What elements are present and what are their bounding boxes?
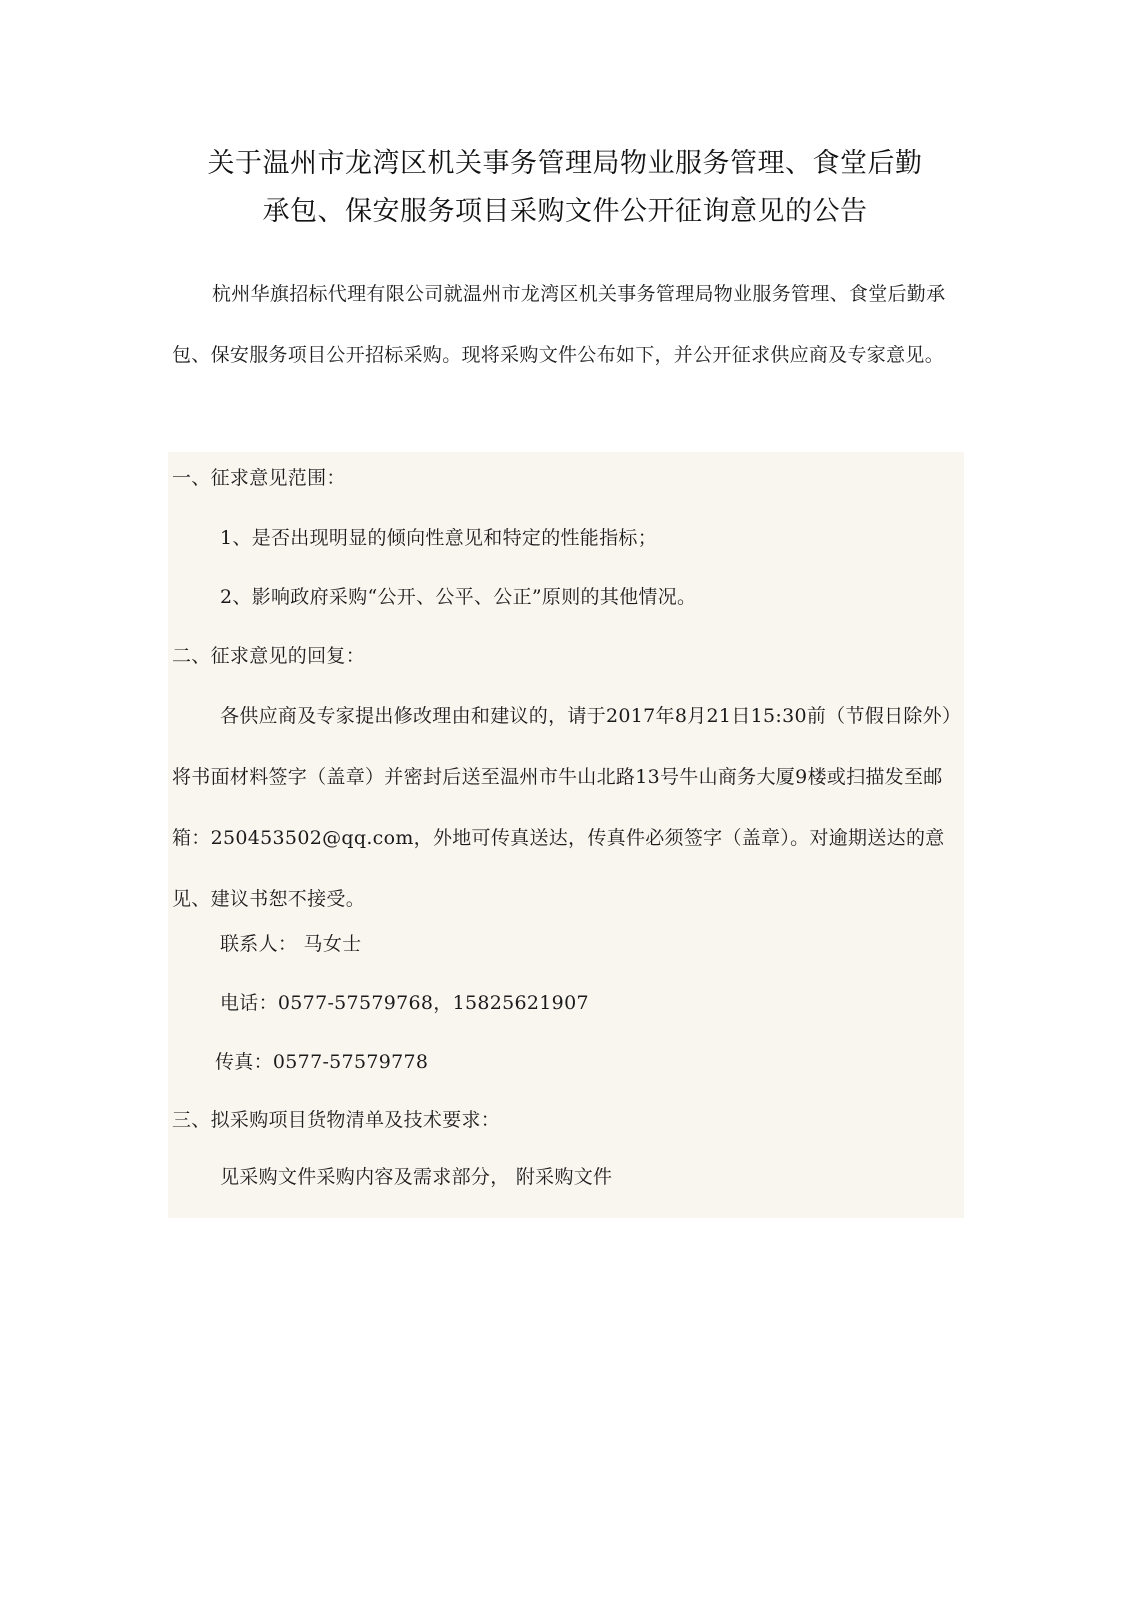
contact-fax: 传真：0577-57579778 <box>215 1051 429 1073</box>
contact-person: 联系人： 马女士 <box>220 933 362 955</box>
section2-body: 各供应商及专家提出修改理由和建议的，请于2017年8月21日15:30前（节假日除外）将书面材料签字（盖章）并密封后送至温州市牛山北路13号牛山商务大厦9楼或扫描发至邮箱：250453502@qq.com，外地可传真送达，传真件必须签字（盖章）。对逾期送达的意见、建议书恕不接受。 <box>172 705 952 910</box>
title-line-1: 关于温州市龙湾区机关事务管理局物业服务管理、食堂后勤 <box>207 148 923 179</box>
section1-item-1: 1、是否出现明显的倾向性意见和特定的性能指标； <box>220 527 657 549</box>
title-line-2: 承包、保安服务项目采购文件公开征询意见的公告 <box>262 196 868 227</box>
section3-body: 见采购文件采购内容及需求部分， 附采购文件 <box>220 1166 613 1188</box>
intro-paragraph: 杭州华旗招标代理有限公司就温州市龙湾区机关事务管理局物业服务管理、食堂后勤承包、保安服务项目公开招标采购。现将采购文件公布如下，并公开征求供应商及专家意见。 <box>172 283 946 366</box>
section2-heading: 二、征求意见的回复： <box>172 645 366 667</box>
section3-heading: 三、拟采购项目货物清单及技术要求： <box>172 1109 501 1131</box>
section1-item-2: 2、影响政府采购“公开、公平、公正”原则的其他情况。 <box>220 586 697 608</box>
contact-phone: 电话：0577-57579768，15825621907 <box>220 992 589 1014</box>
document-title <box>150 140 980 236</box>
section1-heading: 一、征求意见范围： <box>172 467 346 489</box>
